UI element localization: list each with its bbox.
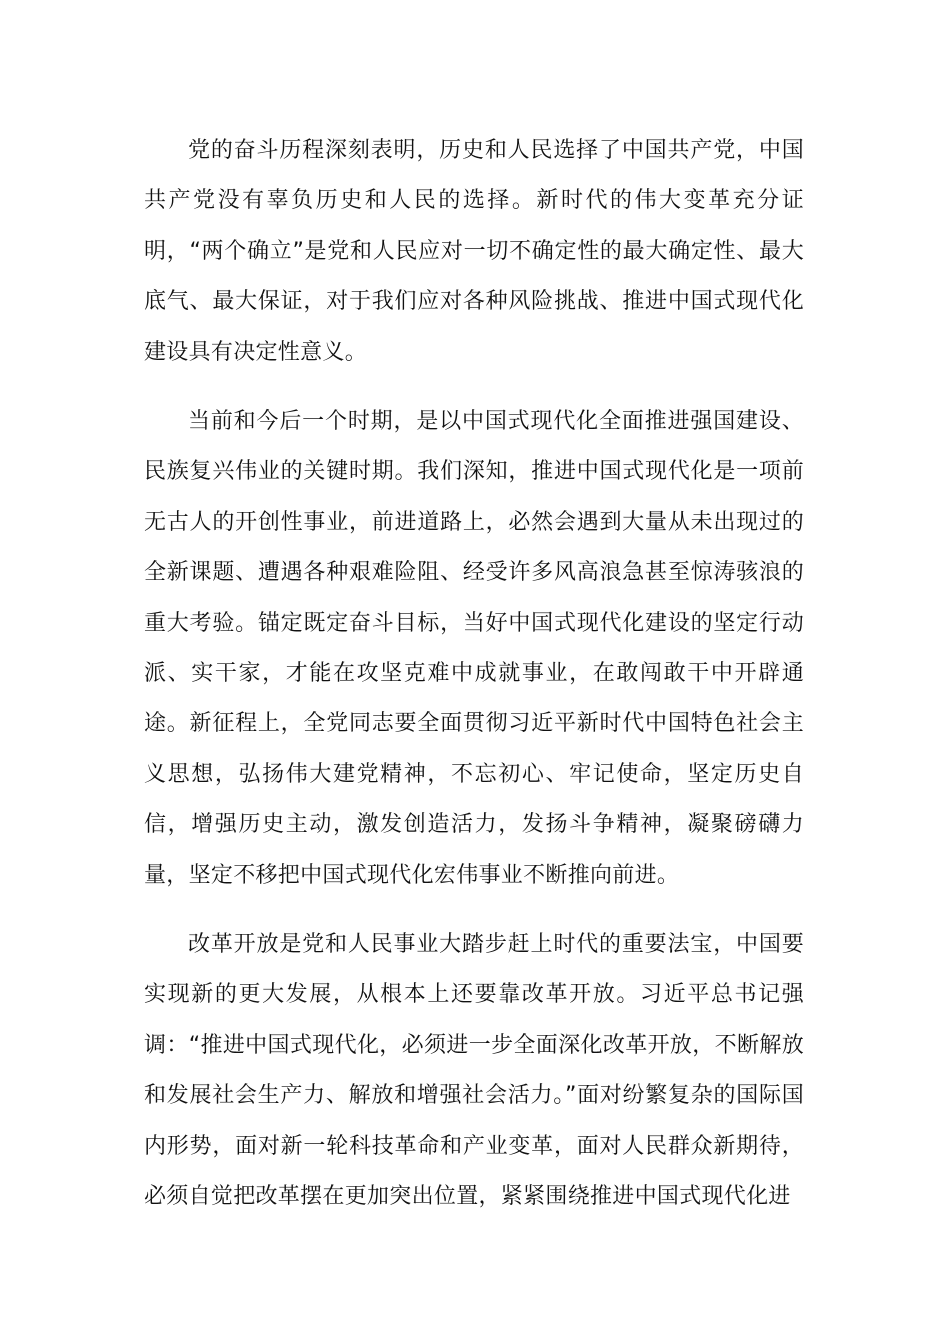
paragraph-1: 党的奋斗历程深刻表明，历史和人民选择了中国共产党，中国共产党没有辜负历史和人民的选择。新时代的伟大变革充分证明，“两个确立”是党和人民应对一切不确定性的最大确定性、最大底气、最大保证，对于我们应对各种风险挑战、推进中国式现代化建设具有决定性意义。 [144, 138, 804, 365]
paragraph-3: 改革开放是党和人民事业大踏步赶上时代的重要法宝，中国要实现新的更大发展，从根本上还要靠改革开放。习近平总书记强调：“推进中国式现代化，必须进一步全面深化改革开放，不断解放和发展社会生产力、解放和增强社会活力。”面对纷繁复杂的国际国内形势，面对新一轮科技革命和产业变革，面对人民群众新期待，必须自觉把改革摆在更加突出位置，紧紧围绕推进中国式现代化进 [144, 932, 804, 1210]
paragraph-2: 当前和今后一个时期，是以中国式现代化全面推进强国建设、民族复兴伟业的关键时期。我们深知，推进中国式现代化是一项前无古人的开创性事业，前进道路上，必然会遇到大量从未出现过的全新课题、遭遇各种艰难险阻、经受许多风高浪急甚至惊涛骇浪的重大考验。锚定既定奋斗目标，当好中国式现代化建设的坚定行动派、实干家，才能在攻坚克难中成就事业，在敢闯敢干中开辟通途。新征程上，全党同志要全面贯彻习近平新时代中国特色社会主义思想，弘扬伟大建党精神，不忘初心、牢记使命，坚定历史自信，增强历史主动，激发创造活力，发扬斗争精神，凝聚磅礴力量，坚定不移把中国式现代化宏伟事业不断推向前进。 [144, 409, 804, 888]
